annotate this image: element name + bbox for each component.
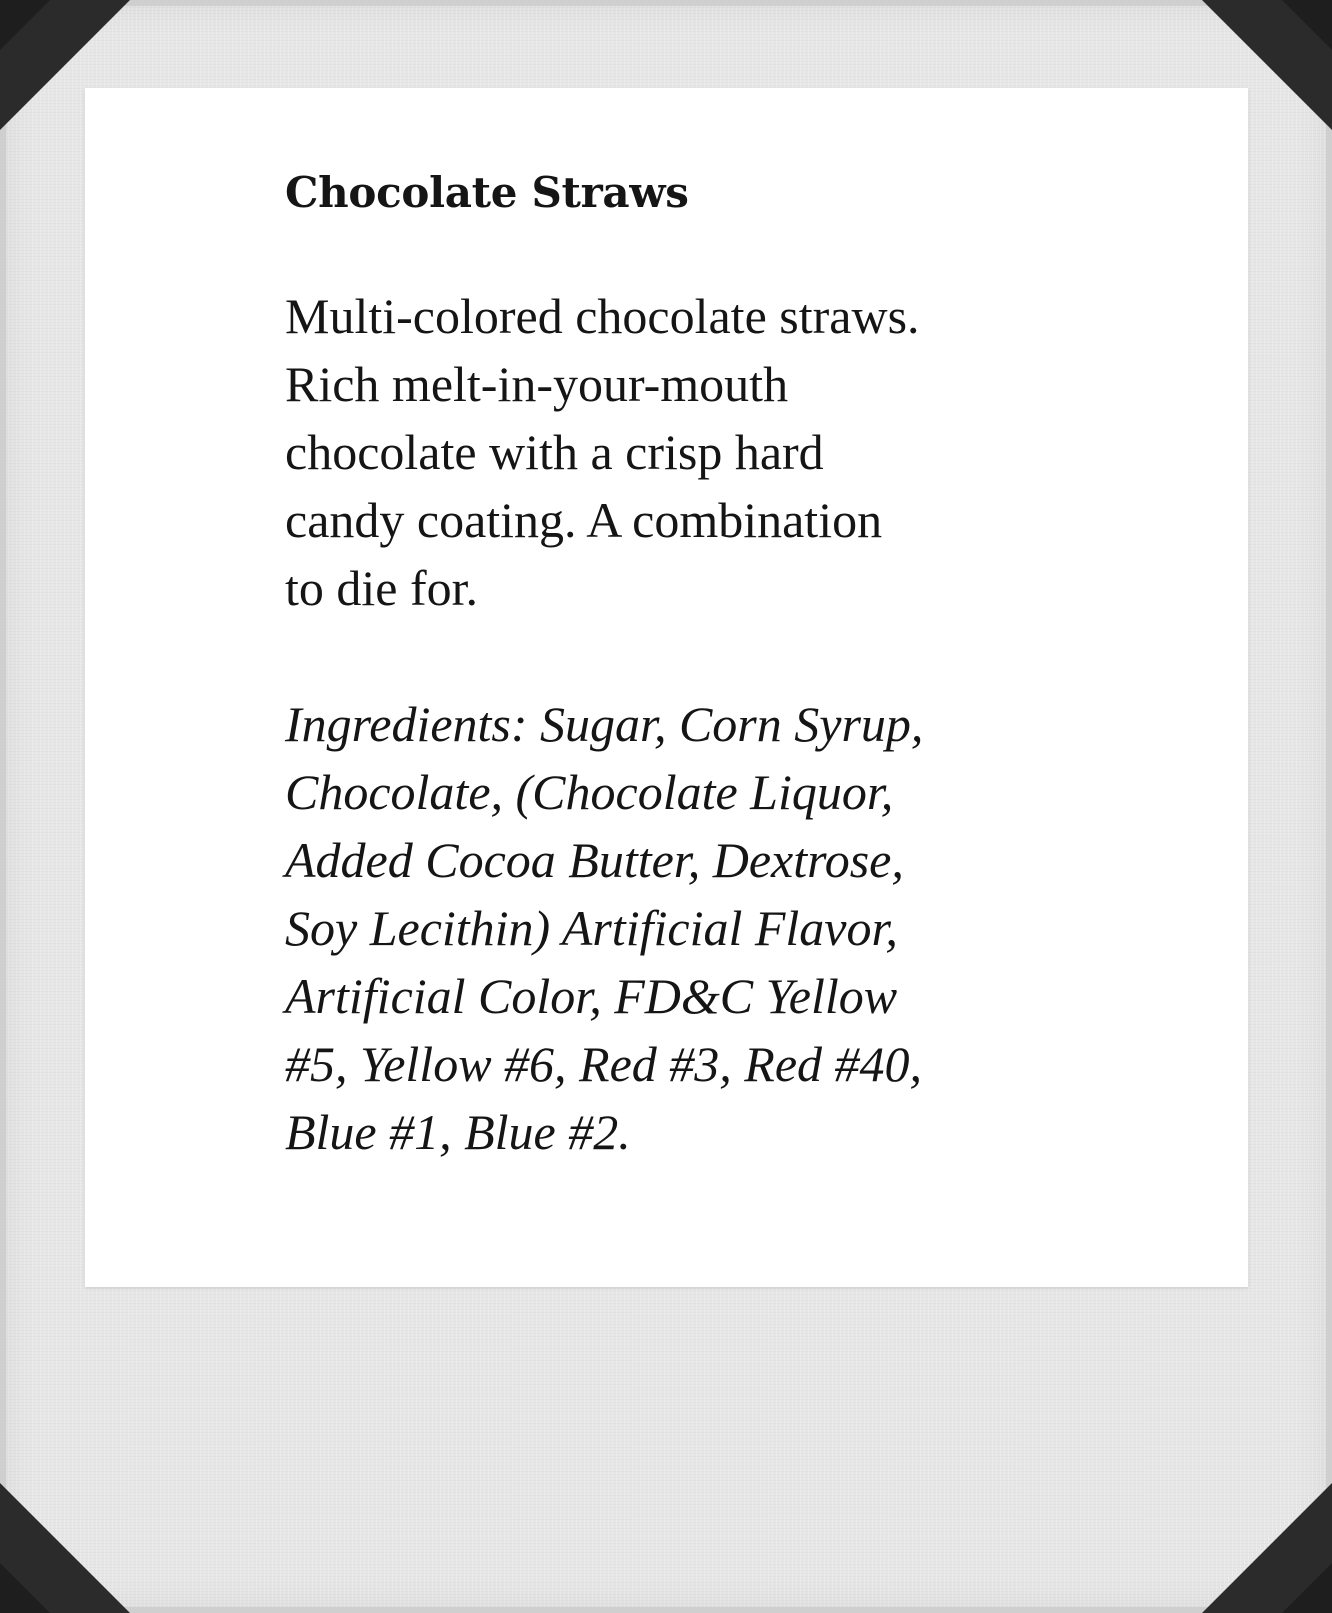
product-description [285, 282, 1045, 622]
description-line: chocolate with a crisp hard [285, 424, 824, 481]
ingredients-line: Added Cocoa Butter, Dextrose, [285, 832, 904, 889]
product-title: Chocolate Straws [285, 168, 689, 217]
ingredients-line: Chocolate, (Chocolate Liquor, [285, 764, 894, 821]
text-card [85, 88, 1248, 1287]
photo-corner-bottom-right [1202, 1483, 1332, 1613]
card-content [285, 168, 1085, 1166]
description-line: Multi-colored chocolate straws. [285, 288, 920, 345]
description-line: candy coating. A combination [285, 492, 883, 549]
ingredients-list [285, 690, 1045, 1166]
ingredients-line: Ingredients: Sugar, Corn Syrup, [285, 696, 924, 753]
description-line: to die for. [285, 560, 479, 617]
description-line: Rich melt-in-your-mouth [285, 356, 789, 413]
ingredients-line: Blue #1, Blue #2. [285, 1104, 631, 1161]
ingredients-line: #5, Yellow #6, Red #3, Red #40, [285, 1036, 923, 1093]
ingredients-line: Artificial Color, FD&C Yellow [285, 968, 898, 1025]
ingredients-line: Soy Lecithin) Artificial Flavor, [285, 900, 898, 957]
photo-corner-bottom-left [0, 1483, 130, 1613]
